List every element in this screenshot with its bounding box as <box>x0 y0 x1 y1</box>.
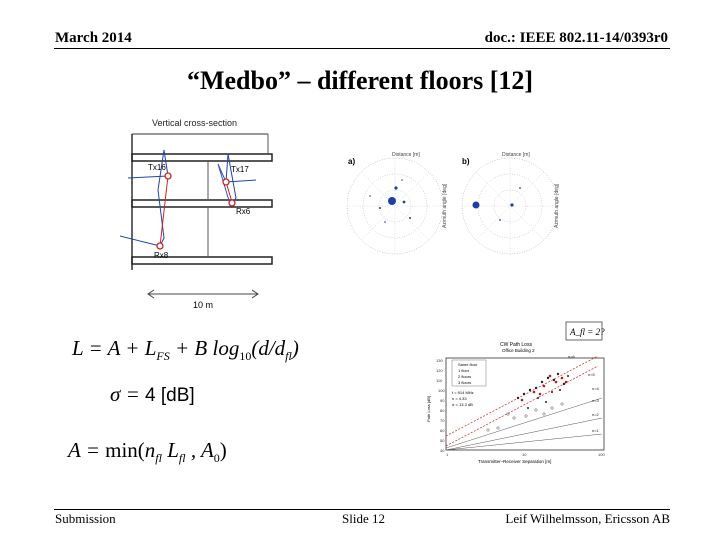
svg-text:10: 10 <box>522 452 527 457</box>
svg-text:100: 100 <box>438 388 445 393</box>
rx6-marker <box>229 200 235 206</box>
stat-3: σ = 13.3 dB <box>452 402 473 407</box>
polar-b-distance-label: Distance [m] <box>502 152 530 158</box>
legend-1: Same floor <box>458 362 478 367</box>
footer-submission: Submission <box>55 511 116 526</box>
svg-text:40: 40 <box>440 448 445 453</box>
pathloss-title: CW Path Loss <box>500 342 532 348</box>
n-label-5: n=5 <box>588 372 595 377</box>
header-rule <box>54 48 670 49</box>
n-label-6: n=6 <box>568 354 575 359</box>
legend-4: 3 floors <box>458 380 472 385</box>
cross-section-title: Vertical cross-section <box>152 118 238 128</box>
rx8-marker <box>157 243 163 249</box>
slide-title: “Medbo” – different floors [12] <box>186 66 534 95</box>
polar-plots <box>340 148 565 268</box>
polar-a-distance-label: Distance [m] <box>392 152 420 158</box>
pathloss-subtitle: Office Building 2 <box>502 348 535 353</box>
formula-sigma: σ = 4 [dB] <box>110 382 195 406</box>
pathloss-ylabel: Path Loss [dB] <box>426 395 431 422</box>
header-date: March 2014 <box>55 30 132 46</box>
formula-floor-loss: $A = \min(n_{fl}$ $L_{fl}$ , $A_0$) <box>68 438 227 466</box>
tx17-label: Tx17 <box>231 165 249 174</box>
n-label-1: n=1 <box>592 428 599 433</box>
scale-label: 10 m <box>193 300 214 310</box>
pathloss-xlabel: Transmitter–Receiver Separation [m] <box>478 459 552 464</box>
formula-path-loss: $L = A + L_{FS} + B$ $\log_{10}(d/d_{fl})$ <box>72 336 299 364</box>
stat-1: f = 914 MHz <box>452 390 474 395</box>
stat-2: n = 4.33 <box>452 396 467 401</box>
header-doc-id: doc.: IEEE 802.11-14/0393r0 <box>484 30 668 46</box>
legend-3: 2 floors <box>458 374 472 379</box>
path-loss-chart <box>418 318 610 466</box>
polar-plot-b <box>462 152 560 254</box>
svg-text:70: 70 <box>440 418 445 423</box>
polar-b-label: b) <box>462 157 470 166</box>
polar-a-side-label: Azimuth angle [deg] <box>442 183 448 228</box>
tx16-label: Tx16 <box>148 163 166 172</box>
svg-text:120: 120 <box>436 368 443 373</box>
tx16-marker <box>165 173 171 179</box>
svg-text:100: 100 <box>598 452 605 457</box>
n-label-2: n=2 <box>592 412 599 417</box>
n-label-3: n=3 <box>592 398 599 403</box>
vertical-cross-section-diagram <box>118 110 278 315</box>
n-label-4: n=4 <box>592 386 599 391</box>
svg-text:50: 50 <box>440 438 445 443</box>
footer-slide-number: Slide 12 <box>342 511 385 526</box>
legend-2: 1 floor <box>458 368 470 373</box>
svg-text:60: 60 <box>440 428 445 433</box>
svg-text:90: 90 <box>440 398 445 403</box>
svg-text:130: 130 <box>436 358 443 363</box>
tx17-marker <box>223 179 229 185</box>
polar-a-label: a) <box>348 157 356 166</box>
inset-label: A_fl = 2? <box>570 327 605 337</box>
svg-text:1: 1 <box>446 452 449 457</box>
footer-author: Leif Wilhelmsson, Ericsson AB <box>505 511 670 526</box>
svg-text:110: 110 <box>436 378 443 383</box>
rx8-label: Rx8 <box>154 251 169 260</box>
svg-text:80: 80 <box>440 408 445 413</box>
rx6-label: Rx6 <box>236 207 251 216</box>
footer-rule <box>54 509 670 510</box>
polar-plot-a <box>347 152 448 254</box>
polar-b-side-label: Azimuth angle [deg] <box>554 183 560 228</box>
